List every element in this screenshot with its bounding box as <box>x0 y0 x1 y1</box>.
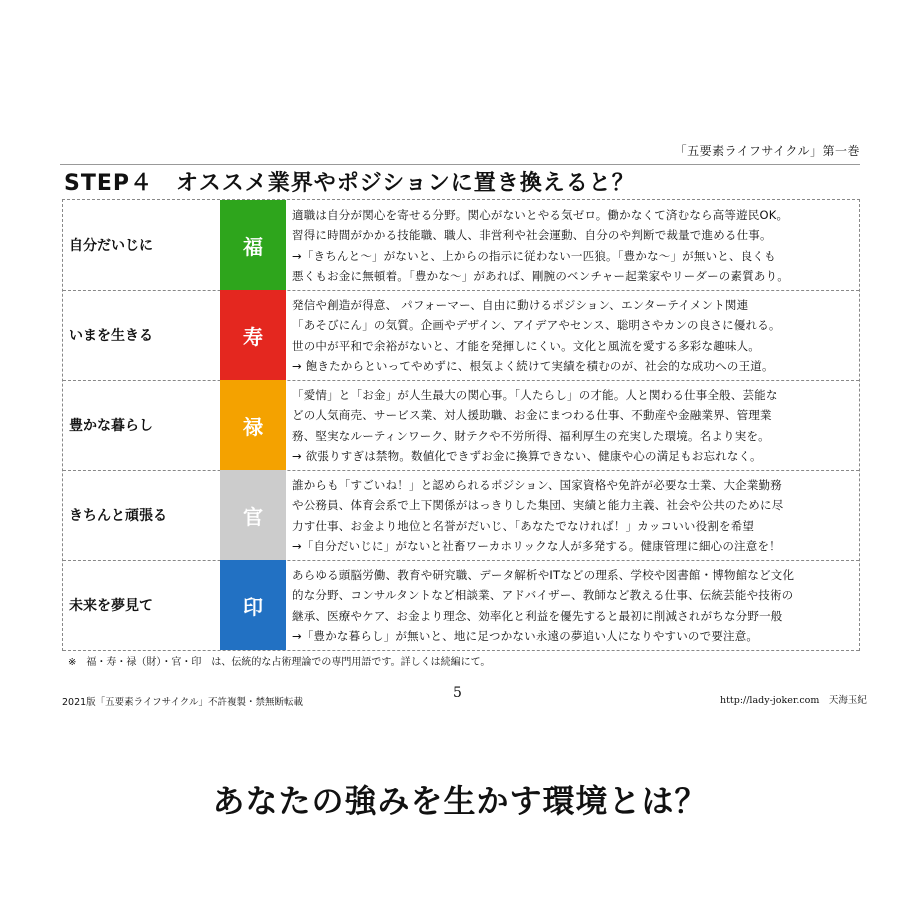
caption-title: あなたの強みを生かす環境とは？ <box>212 782 708 820</box>
row-description <box>292 565 856 647</box>
row-label: 自分だいじに <box>69 238 153 254</box>
desc-line: →「豊かな暮らし」が無いと、地に足つかない永遠の夢追い人になりやすいので要注意。 <box>292 628 759 643</box>
row-description <box>292 385 856 467</box>
desc-line: →「自分だいじに」がないと社畜ワーカホリックな人が多発する。健康管理に細心の注意を！ <box>292 538 781 553</box>
table-row-roku <box>63 380 859 471</box>
badge-kan: 官 <box>220 470 286 560</box>
table-row-kan <box>63 470 859 561</box>
position-table <box>62 199 860 651</box>
page-number: 5 <box>453 685 462 701</box>
badge-ju: 寿 <box>220 290 286 380</box>
copyright-notice: 2021版「五要素ライフサイクル」不許複製・禁無断転載 <box>62 697 303 708</box>
desc-line: どの人気商売、サービス業、対人援助職、お金にまつわる仕事、不動産や金融業界、管理業 <box>292 408 772 423</box>
desc-line: →「きちんと〜」がないと、上からの指示に従わない一匹狼。「豊かな〜」が無いと、良くも <box>292 248 776 263</box>
desc-line: 力す仕事、お金より地位と名誉がだいじ、「あなたでなければ！」カッコいい役割を希望 <box>292 518 755 533</box>
row-description <box>292 205 856 287</box>
desc-line: 世の中が平和で余裕がないと、才能を発揮しにくい。文化と風流を愛する多彩な趣味人。 <box>292 338 760 353</box>
desc-line: 習得に時間がかかる技能職、職人、非営利や社会運動、自分のや判断で裁量で進める仕事。 <box>292 228 772 243</box>
header-rule <box>60 164 860 165</box>
desc-line: あらゆる頭脳労働、教育や研究職、データ解析やITなどの理系、学校や図書館・博物館など文化 <box>292 568 795 582</box>
row-description <box>292 295 856 377</box>
desc-line: → 飽きたからといってやめずに、根気よく続けて実績を積むのが、社会的な成功への王道。 <box>292 358 774 373</box>
desc-line: 「あそびにん」の気質。企画やデザイン、アイデアやセンス、聡明さやカンの良さに優れる。 <box>292 318 781 333</box>
badge-in: 印 <box>220 560 286 650</box>
desc-line: 悪くもお金に無頓着。「豊かな〜」があれば、剛腕のベンチャー起業家やリーダーの素質あり。 <box>292 268 789 283</box>
desc-line: 継承、医療やケア、お金より理念、効率化と利益を優先すると最初に削減されがちな分野一般 <box>292 608 783 623</box>
desc-line: 発信や創造が得意、 パフォーマー、自由に動けるポジション、エンターテイメント関連 <box>292 298 749 312</box>
step-title: STEP４ オススメ業界やポジションに置き換えると？ <box>64 171 635 196</box>
desc-line: 務、堅実なルーティンワーク、財テクや不労所得、福利厚生の充実した環境。名より実を。 <box>292 428 770 443</box>
row-label: 豊かな暮らし <box>69 418 153 434</box>
table-row-fuku <box>63 200 859 291</box>
author-link[interactable]: http://lady-joker.com 天海玉紀 <box>720 695 867 706</box>
desc-line: 「愛情」と「お金」が人生最大の関心事。「人たらし」の才能。人と関わる仕事全般、芸能な <box>292 388 778 402</box>
row-label: 未来を夢見て <box>69 598 153 614</box>
series-label: 「五要素ライフサイクル」第一巻 <box>674 144 860 158</box>
row-label: いまを生きる <box>69 328 153 344</box>
desc-line: 適職は自分が関心を寄せる分野。関心がないとやる気ゼロ。働かなくて済むなら高等遊民OK。 <box>292 208 789 222</box>
table-row-ju <box>63 290 859 381</box>
desc-line: → 欲張りすぎは禁物。数値化できずお金に換算できない、健康や心の満足もお忘れなく。 <box>292 448 762 463</box>
row-label: きちんと頑張る <box>69 508 167 524</box>
desc-line: 誰からも「すごいね！」と認められるポジション、国家資格や免許が必要な士業、大企業勤務 <box>292 478 782 492</box>
row-description <box>292 475 856 557</box>
badge-roku: 禄 <box>220 380 286 470</box>
desc-line: や公務員、体育会系で上下関係がはっきりした集団、実績と能力主義、社会や公共のために尽 <box>292 498 784 513</box>
table-row-in <box>63 560 859 651</box>
desc-line: 的な分野、コンサルタントなど相談業、アドバイザー、教師など教える仕事、伝統芸能や技術の <box>292 588 794 603</box>
badge-fuku: 福 <box>220 200 286 290</box>
footnote: ※ 福・寿・禄（財）・官・印 は、伝統的な占術理論での専門用語です。詳しくは続編にて。 <box>68 657 491 668</box>
